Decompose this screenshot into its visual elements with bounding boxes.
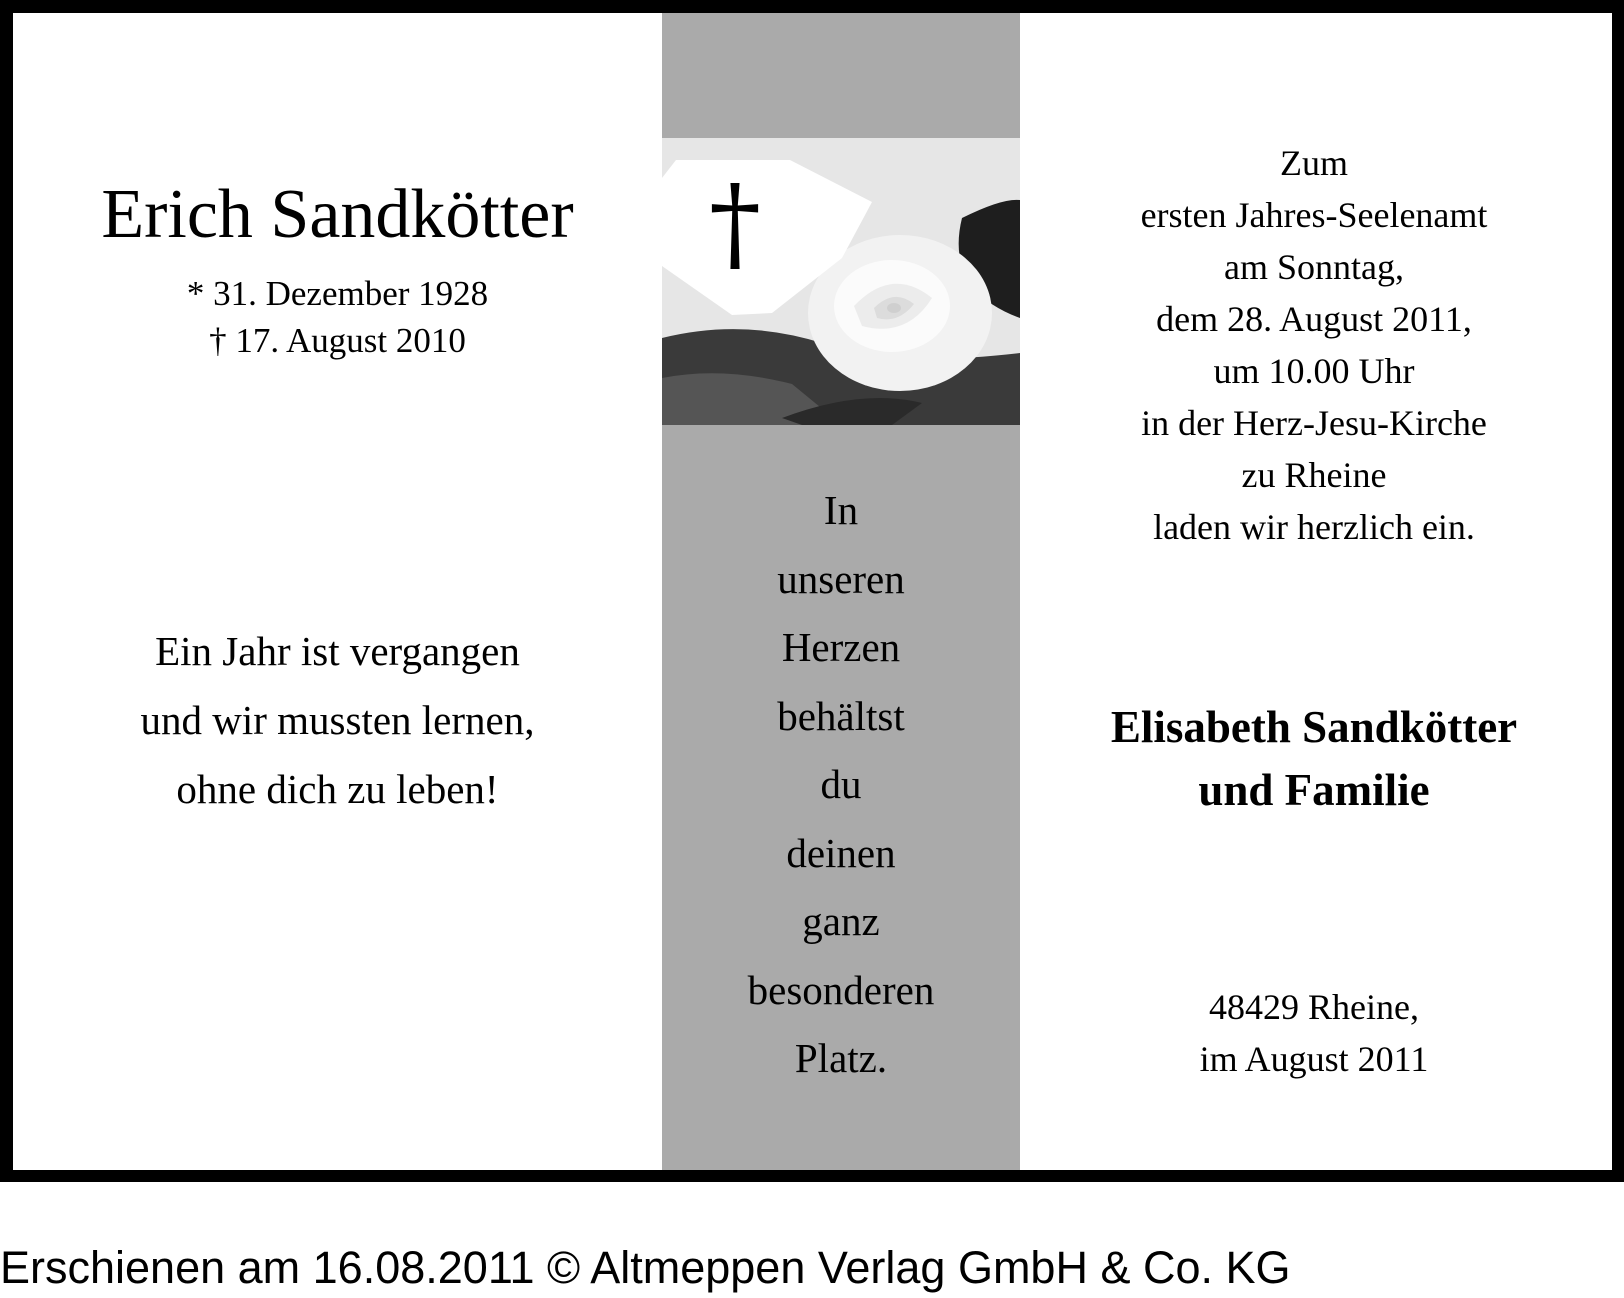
verse-word: In bbox=[823, 487, 859, 533]
invitation-line: Zum bbox=[1280, 143, 1348, 183]
verse-word: deinen bbox=[786, 829, 896, 876]
birth-date: * 31. Dezember 1928 bbox=[186, 274, 489, 313]
cross-icon: † bbox=[709, 162, 761, 284]
invitation-line: am Sonntag, bbox=[1224, 247, 1404, 287]
invitation-line: in der Herz-Jesu-Kirche bbox=[1141, 403, 1487, 443]
place-line: im August 2011 bbox=[1199, 1039, 1429, 1079]
invitation-line: laden wir herzlich ein. bbox=[1153, 507, 1475, 547]
invitation-line: um 10.00 Uhr bbox=[1213, 351, 1415, 391]
verse-line: und wir mussten lernen, bbox=[140, 697, 535, 743]
family-line: Elisabeth Sandkötter bbox=[1110, 702, 1518, 752]
verse-word: unseren bbox=[777, 555, 905, 602]
verse-word: ganz bbox=[802, 898, 880, 944]
invitation-line: ersten Jahres-Seelenamt bbox=[1140, 195, 1488, 235]
life-dates bbox=[13, 270, 662, 364]
memorial-verse bbox=[13, 617, 662, 824]
publication-footer: Erschienen am 16.08.2011 © Altmeppen Verlag GmbH & Co. KG bbox=[0, 1242, 1291, 1293]
right-column bbox=[1020, 13, 1612, 1170]
mass-invitation bbox=[1020, 137, 1608, 553]
family-signature bbox=[1020, 696, 1608, 822]
verse-word: Herzen bbox=[781, 624, 901, 670]
death-date: † 17. August 2010 bbox=[209, 321, 466, 360]
verse-word: besonderen bbox=[747, 966, 935, 1013]
deceased-name: Erich Sandkötter bbox=[101, 176, 574, 253]
verse-word: Platz. bbox=[794, 1035, 888, 1081]
invitation-line: dem 28. August 2011, bbox=[1156, 299, 1472, 339]
verse-word: behältst bbox=[777, 692, 905, 739]
verse-line: Ein Jahr ist vergangen bbox=[155, 628, 520, 674]
place-date bbox=[1020, 981, 1608, 1085]
verse-line: ohne dich zu leben! bbox=[176, 766, 499, 812]
invitation-line: zu Rheine bbox=[1241, 455, 1387, 495]
center-band bbox=[662, 13, 1020, 1170]
verse-word: du bbox=[820, 761, 862, 807]
family-line: und Familie bbox=[1198, 765, 1430, 815]
place-line: 48429 Rheine, bbox=[1209, 987, 1419, 1027]
center-verse bbox=[662, 476, 1020, 1093]
left-column bbox=[13, 13, 662, 1170]
